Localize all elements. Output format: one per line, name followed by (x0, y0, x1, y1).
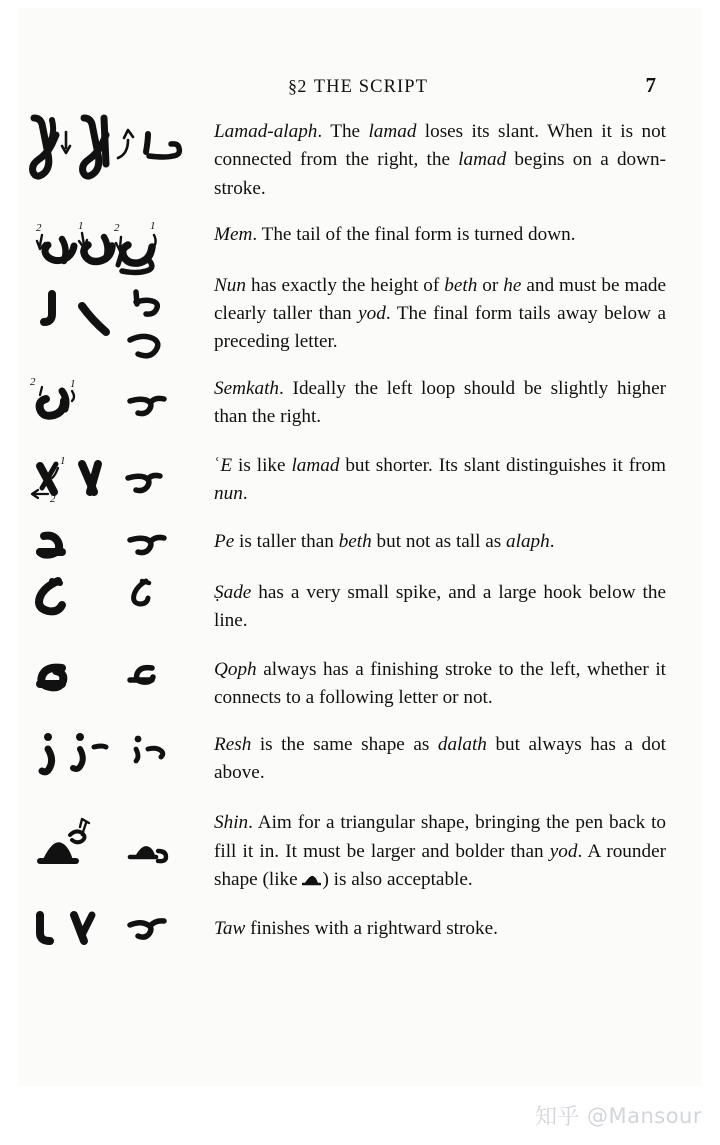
book-page (18, 8, 702, 1086)
watermark (535, 1100, 702, 1131)
term-shin: Shin (214, 812, 249, 834)
page-number: 7 (645, 73, 656, 97)
entry-text (214, 528, 702, 556)
term-alaph: alaph (506, 531, 550, 553)
letter-entry-sade (18, 579, 702, 636)
term-dalath: dalath (437, 733, 487, 755)
glyph-cell (18, 118, 214, 119)
term-he: he (503, 274, 522, 296)
letter-entry-shin (18, 809, 702, 894)
e-specimen (18, 450, 206, 510)
term-yod: yod (358, 303, 386, 325)
paragraph-qoph: Qoph always has a finishing stroke to the left, whether it connects to a following letter or not. (214, 658, 666, 709)
letter-entry-qoph (18, 656, 702, 713)
term-lamad-alaph: Lamad-alaph (214, 121, 318, 142)
stroke-number: 2 (36, 222, 42, 235)
rounded-shin-glyph (302, 867, 321, 880)
entry-text (214, 731, 702, 788)
term-lamad-2: lamad (458, 149, 507, 171)
svg-text:2: 2 (50, 492, 56, 505)
paragraph-nun: Nun has exactly the height of beth or he and must be made clearly taller than yod. The final form tails away below a preceding letter. (214, 274, 667, 353)
entry-text (214, 221, 702, 249)
entry-text (214, 272, 702, 357)
svg-text:2: 2 (30, 375, 36, 388)
paragraph-semkath: Semkath. Ideally the left loop should be slightly higher than the right. (214, 377, 666, 428)
watermark-site: 知乎 (534, 1105, 580, 1130)
svg-text:1: 1 (70, 377, 76, 390)
section-title: THE SCRIPT (313, 77, 429, 97)
glyph-cell (18, 528, 214, 529)
letter-entry-resh (18, 731, 702, 788)
entry-text (214, 809, 702, 894)
glyph-cell (18, 915, 214, 916)
term-qoph: Qoph (214, 658, 257, 680)
glyph-cell (18, 272, 214, 273)
entry-text (214, 375, 702, 432)
section-number: §2 (287, 76, 307, 96)
term-taw: Taw (214, 917, 246, 939)
term-sade: Ṣade (214, 581, 252, 603)
entry-text (214, 452, 702, 509)
paragraph-e: ʿE is like lamad but shorter. Its slant distinguishes it from nun. (214, 454, 666, 505)
glyph-cell (18, 579, 214, 580)
term-lamad-3: lamad (291, 454, 340, 476)
entry-text (214, 579, 702, 636)
lamad-alaph-specimen (18, 112, 206, 186)
glyph-cell (18, 375, 214, 390)
paragraph-taw: Taw finishes with a rightward stroke. (214, 917, 498, 939)
letter-entry-lamad-alaph (18, 118, 702, 203)
sade-specimen (18, 571, 206, 627)
paragraph-shin: Shin. Aim for a triangular shape, bringing the pen back to fill it in. It must be larger and bolder than yod. A rounder shape (like ) is also acceptable. (214, 812, 666, 891)
letter-entry-mem (18, 221, 702, 249)
term-e: E (220, 454, 233, 476)
term-semkath: Semkath (214, 377, 280, 399)
paragraph-mem: Mem. The tail of the final form is turned down. (214, 224, 576, 246)
letter-entry-list (18, 118, 702, 959)
entry-text (214, 915, 702, 943)
qoph-specimen (18, 656, 206, 706)
glyph-cell (18, 452, 214, 505)
term-pe: Pe (214, 531, 235, 553)
term-resh: Resh (214, 733, 252, 755)
paragraph-lamad-alaph: Lamad-alaph. The lamad loses its slant. When it is not connected from the right, the lamad begins on a down-stroke. (214, 121, 666, 199)
paragraph-resh: Resh is the same shape as dalath but always has a dot above. (214, 733, 666, 783)
running-head (78, 73, 678, 106)
entry-text (214, 118, 702, 203)
svg-text:1: 1 (150, 220, 156, 233)
letter-entry-semkath (18, 375, 702, 432)
resh-specimen (18, 727, 206, 781)
shin-specimen (18, 813, 206, 877)
glyph-cell (18, 731, 214, 732)
letter-entry-e (18, 452, 702, 509)
running-head-center (78, 76, 638, 98)
letter-entry-taw (18, 915, 702, 943)
glyph-cell (18, 656, 214, 657)
pe-specimen (18, 526, 206, 570)
entry-text (214, 656, 702, 713)
watermark-handle: @Mansour (586, 1103, 702, 1128)
term-nun: Nun (214, 274, 246, 296)
term-lamad: lamad (368, 121, 417, 142)
term-mem: Mem (214, 224, 253, 246)
term-beth-2: beth (338, 531, 372, 553)
term-yod-2: yod (549, 840, 578, 862)
paragraph-pe: Pe is taller than beth but not as tall as alaph. (214, 531, 555, 553)
svg-text:1: 1 (60, 454, 66, 467)
svg-text:1: 1 (78, 220, 84, 233)
svg-text:2: 2 (114, 222, 120, 235)
term-beth: beth (444, 274, 478, 296)
semkath-specimen (18, 371, 206, 433)
letter-entry-pe (18, 528, 702, 556)
glyph-cell (18, 809, 214, 810)
taw-specimen (18, 907, 206, 953)
letter-entry-nun (18, 272, 702, 357)
nun-specimen (18, 276, 206, 376)
term-nun-2: nun (214, 483, 243, 505)
paragraph-sade: Ṣade has a very small spike, and a large hook below the line. (214, 581, 666, 632)
glyph-cell (18, 220, 214, 235)
